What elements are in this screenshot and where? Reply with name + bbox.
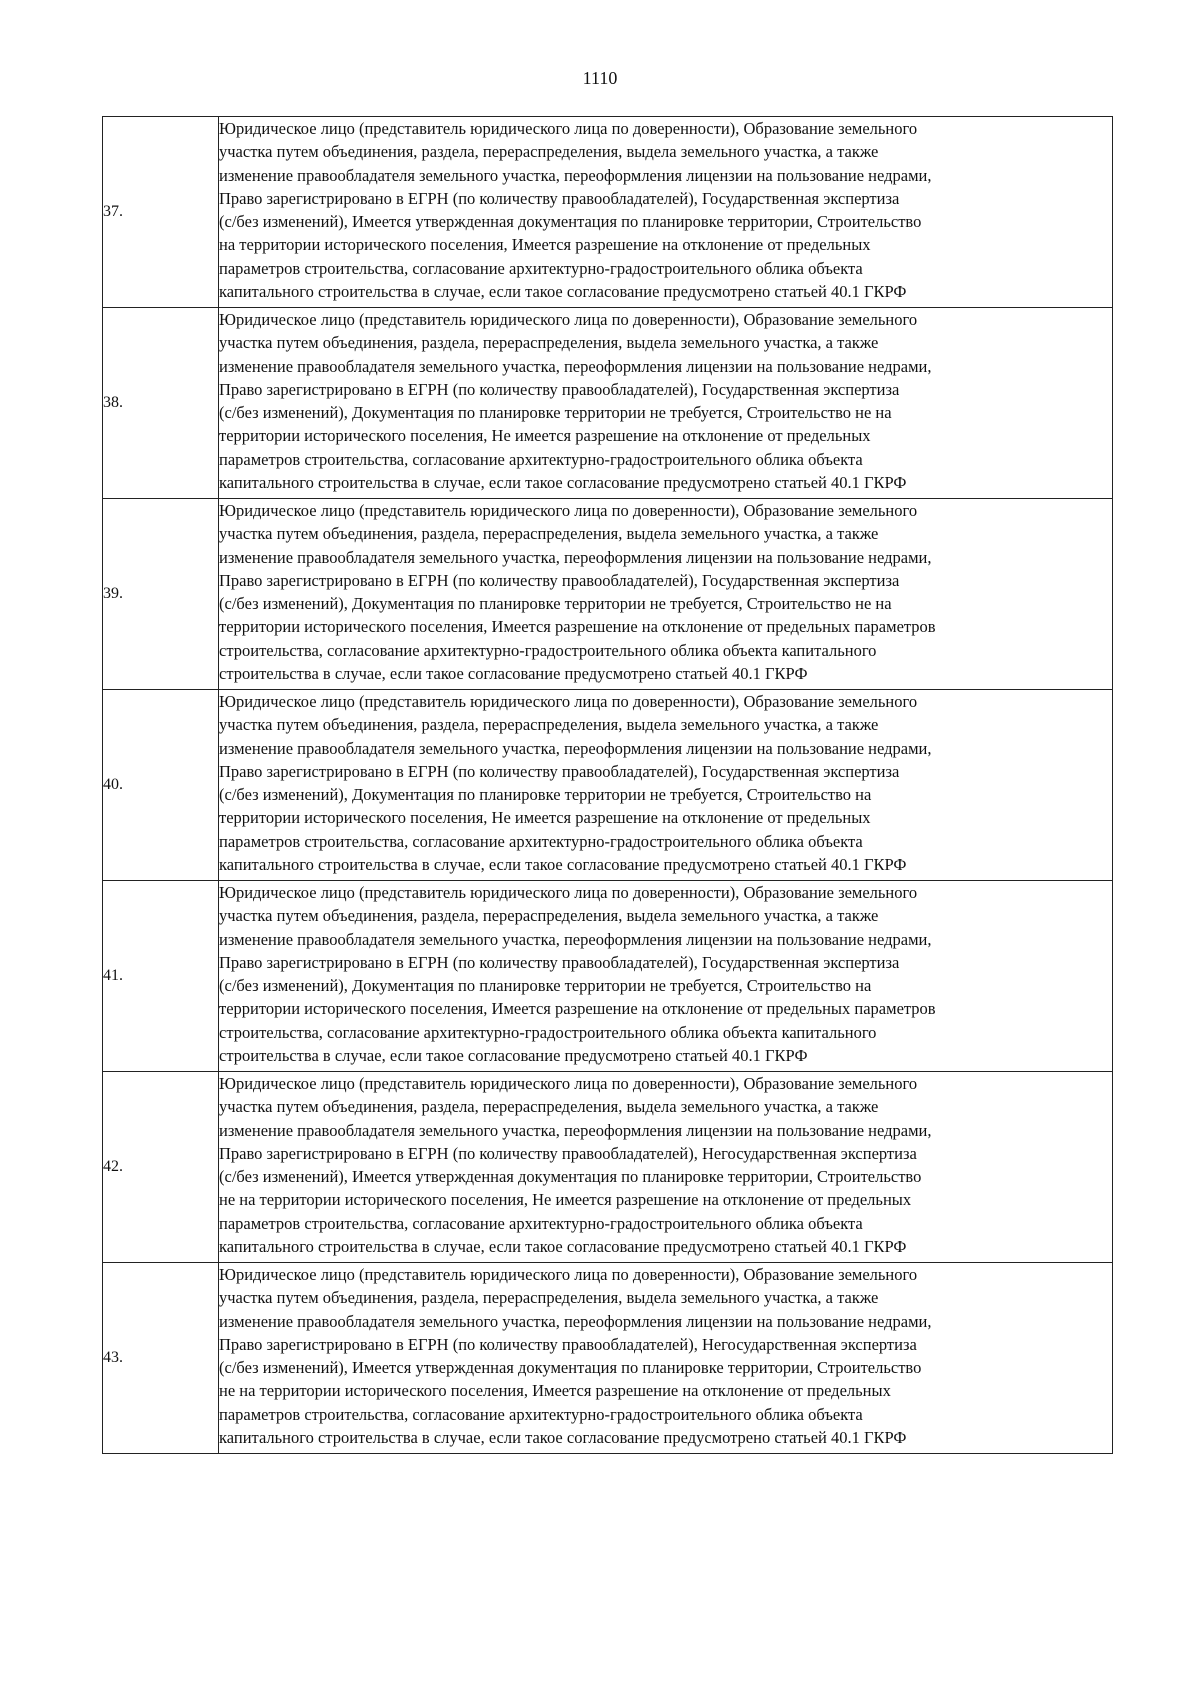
description-line: территории исторического поселения, Не имеется разрешение на отклонение от предельных xyxy=(219,808,871,828)
description-line: участка путем объединения, раздела, перераспределения, выдела земельного участка, а также xyxy=(219,524,879,544)
description-line: параметров строительства, согласование архитектурно-градостроительного облика объекта xyxy=(219,1213,863,1233)
row-number: 37. xyxy=(103,117,219,308)
description-line: изменение правообладателя земельного участка, переоформления лицензии на пользование недрами, xyxy=(219,547,932,567)
description-line: капитального строительства в случае, если такое согласование предусмотрено статьей 40.1 ГКРФ xyxy=(219,1237,907,1257)
description-line: параметров строительства, согласование архитектурно-градостроительного облика объекта xyxy=(219,1404,863,1424)
description-line: территории исторического поселения, Имеется разрешение на отклонение от предельных параметров xyxy=(219,999,936,1019)
description-line: (с/без изменений), Имеется утвержденная документация по планировке территории, Строительство xyxy=(219,1358,922,1378)
description-line: (с/без изменений), Имеется утвержденная документация по планировке территории, Строительство xyxy=(219,212,922,232)
row-description xyxy=(219,690,1113,881)
row-description xyxy=(219,117,1113,308)
description-line: строительства в случае, если такое согласование предусмотрено статьей 40.1 ГКРФ xyxy=(219,664,808,684)
description-line: параметров строительства, согласование архитектурно-градостроительного облика объекта xyxy=(219,258,863,278)
description-line: Право зарегистрировано в ЕГРН (по количеству правообладателей), Государственная экспертиза xyxy=(219,952,900,972)
table-row xyxy=(103,308,1113,499)
row-description xyxy=(219,881,1113,1072)
description-line: участка путем объединения, раздела, перераспределения, выдела земельного участка, а также xyxy=(219,1097,879,1117)
description-line: капитального строительства в случае, если такое согласование предусмотрено статьей 40.1 ГКРФ xyxy=(219,282,907,302)
description-line: (с/без изменений), Документация по планировке территории не требуется, Строительство на xyxy=(219,976,872,996)
description-line: Право зарегистрировано в ЕГРН (по количеству правообладателей), Негосударственная экспертиза xyxy=(219,1334,917,1354)
description-line: (с/без изменений), Документация по планировке территории не требуется, Строительство на xyxy=(219,785,872,805)
description-line: изменение правообладателя земельного участка, переоформления лицензии на пользование недрами, xyxy=(219,1311,932,1331)
description-line: Юридическое лицо (представитель юридического лица по доверенности), Образование земельного xyxy=(219,119,918,138)
description-line: не на территории исторического поселения, Не имеется разрешение на отклонение от предельных xyxy=(219,1190,912,1210)
description-line: капитального строительства в случае, если такое согласование предусмотрено статьей 40.1 ГКРФ xyxy=(219,855,907,875)
description-line: строительства, согласование архитектурно-градостроительного облика объекта капитального xyxy=(219,1022,877,1042)
description-line: на территории исторического поселения, Имеется разрешение на отклонение от предельных xyxy=(219,235,871,255)
description-line: Юридическое лицо (представитель юридического лица по доверенности), Образование земельного xyxy=(219,1265,918,1284)
row-number: 41. xyxy=(103,881,219,1072)
description-line: Юридическое лицо (представитель юридического лица по доверенности), Образование земельного xyxy=(219,692,918,711)
description-line: (с/без изменений), Имеется утвержденная документация по планировке территории, Строительство xyxy=(219,1167,922,1187)
row-number: 42. xyxy=(103,1072,219,1263)
description-line: Юридическое лицо (представитель юридического лица по доверенности), Образование земельного xyxy=(219,310,918,329)
description-line: участка путем объединения, раздела, перераспределения, выдела земельного участка, а также xyxy=(219,715,879,735)
description-line: строительства в случае, если такое согласование предусмотрено статьей 40.1 ГКРФ xyxy=(219,1046,808,1066)
description-line: (с/без изменений), Документация по планировке территории не требуется, Строительство не на xyxy=(219,594,892,614)
table-row xyxy=(103,1263,1113,1454)
row-number: 38. xyxy=(103,308,219,499)
description-line: изменение правообладателя земельного участка, переоформления лицензии на пользование недрами, xyxy=(219,165,932,185)
description-line: строительства, согласование архитектурно-градостроительного облика объекта капитального xyxy=(219,640,877,660)
description-line: участка путем объединения, раздела, перераспределения, выдела земельного участка, а также xyxy=(219,1288,879,1308)
table-row xyxy=(103,690,1113,881)
description-line: капитального строительства в случае, если такое согласование предусмотрено статьей 40.1 ГКРФ xyxy=(219,473,907,493)
description-line: Право зарегистрировано в ЕГРН (по количеству правообладателей), Негосударственная экспертиза xyxy=(219,1143,917,1163)
description-line: Юридическое лицо (представитель юридического лица по доверенности), Образование земельного xyxy=(219,1074,918,1093)
row-number: 40. xyxy=(103,690,219,881)
description-line: изменение правообладателя земельного участка, переоформления лицензии на пользование недрами, xyxy=(219,929,932,949)
description-line: Юридическое лицо (представитель юридического лица по доверенности), Образование земельного xyxy=(219,501,918,520)
row-number: 43. xyxy=(103,1263,219,1454)
row-description xyxy=(219,1263,1113,1454)
description-line: участка путем объединения, раздела, перераспределения, выдела земельного участка, а также xyxy=(219,142,879,162)
description-line: территории исторического поселения, Не имеется разрешение на отклонение от предельных xyxy=(219,426,871,446)
description-line: не на территории исторического поселения, Имеется разрешение на отклонение от предельных xyxy=(219,1381,891,1401)
table-body xyxy=(103,117,1113,1454)
description-line: (с/без изменений), Документация по планировке территории не требуется, Строительство не на xyxy=(219,403,892,423)
row-description xyxy=(219,499,1113,690)
description-line: участка путем объединения, раздела, перераспределения, выдела земельного участка, а также xyxy=(219,333,879,353)
table-row xyxy=(103,117,1113,308)
row-number: 39. xyxy=(103,499,219,690)
description-line: Право зарегистрировано в ЕГРН (по количеству правообладателей), Государственная экспертиза xyxy=(219,379,900,399)
description-line: параметров строительства, согласование архитектурно-градостроительного облика объекта xyxy=(219,831,863,851)
description-line: изменение правообладателя земельного участка, переоформления лицензии на пользование недрами, xyxy=(219,356,932,376)
description-line: Право зарегистрировано в ЕГРН (по количеству правообладателей), Государственная экспертиза xyxy=(219,761,900,781)
table-row xyxy=(103,1072,1113,1263)
table-row xyxy=(103,499,1113,690)
description-line: Юридическое лицо (представитель юридического лица по доверенности), Образование земельного xyxy=(219,883,918,902)
description-line: капитального строительства в случае, если такое согласование предусмотрено статьей 40.1 ГКРФ xyxy=(219,1428,907,1448)
description-line: Право зарегистрировано в ЕГРН (по количеству правообладателей), Государственная экспертиза xyxy=(219,570,900,590)
description-line: участка путем объединения, раздела, перераспределения, выдела земельного участка, а также xyxy=(219,906,879,926)
description-line: изменение правообладателя земельного участка, переоформления лицензии на пользование недрами, xyxy=(219,738,932,758)
description-line: Право зарегистрировано в ЕГРН (по количеству правообладателей), Государственная экспертиза xyxy=(219,188,900,208)
table-row xyxy=(103,881,1113,1072)
description-line: изменение правообладателя земельного участка, переоформления лицензии на пользование недрами, xyxy=(219,1120,932,1140)
row-description xyxy=(219,308,1113,499)
page-number: 1110 xyxy=(582,68,618,88)
description-line: территории исторического поселения, Имеется разрешение на отклонение от предельных параметров xyxy=(219,617,936,637)
services-table xyxy=(102,116,1113,1454)
description-line: параметров строительства, согласование архитектурно-градостроительного облика объекта xyxy=(219,449,863,469)
row-description xyxy=(219,1072,1113,1263)
